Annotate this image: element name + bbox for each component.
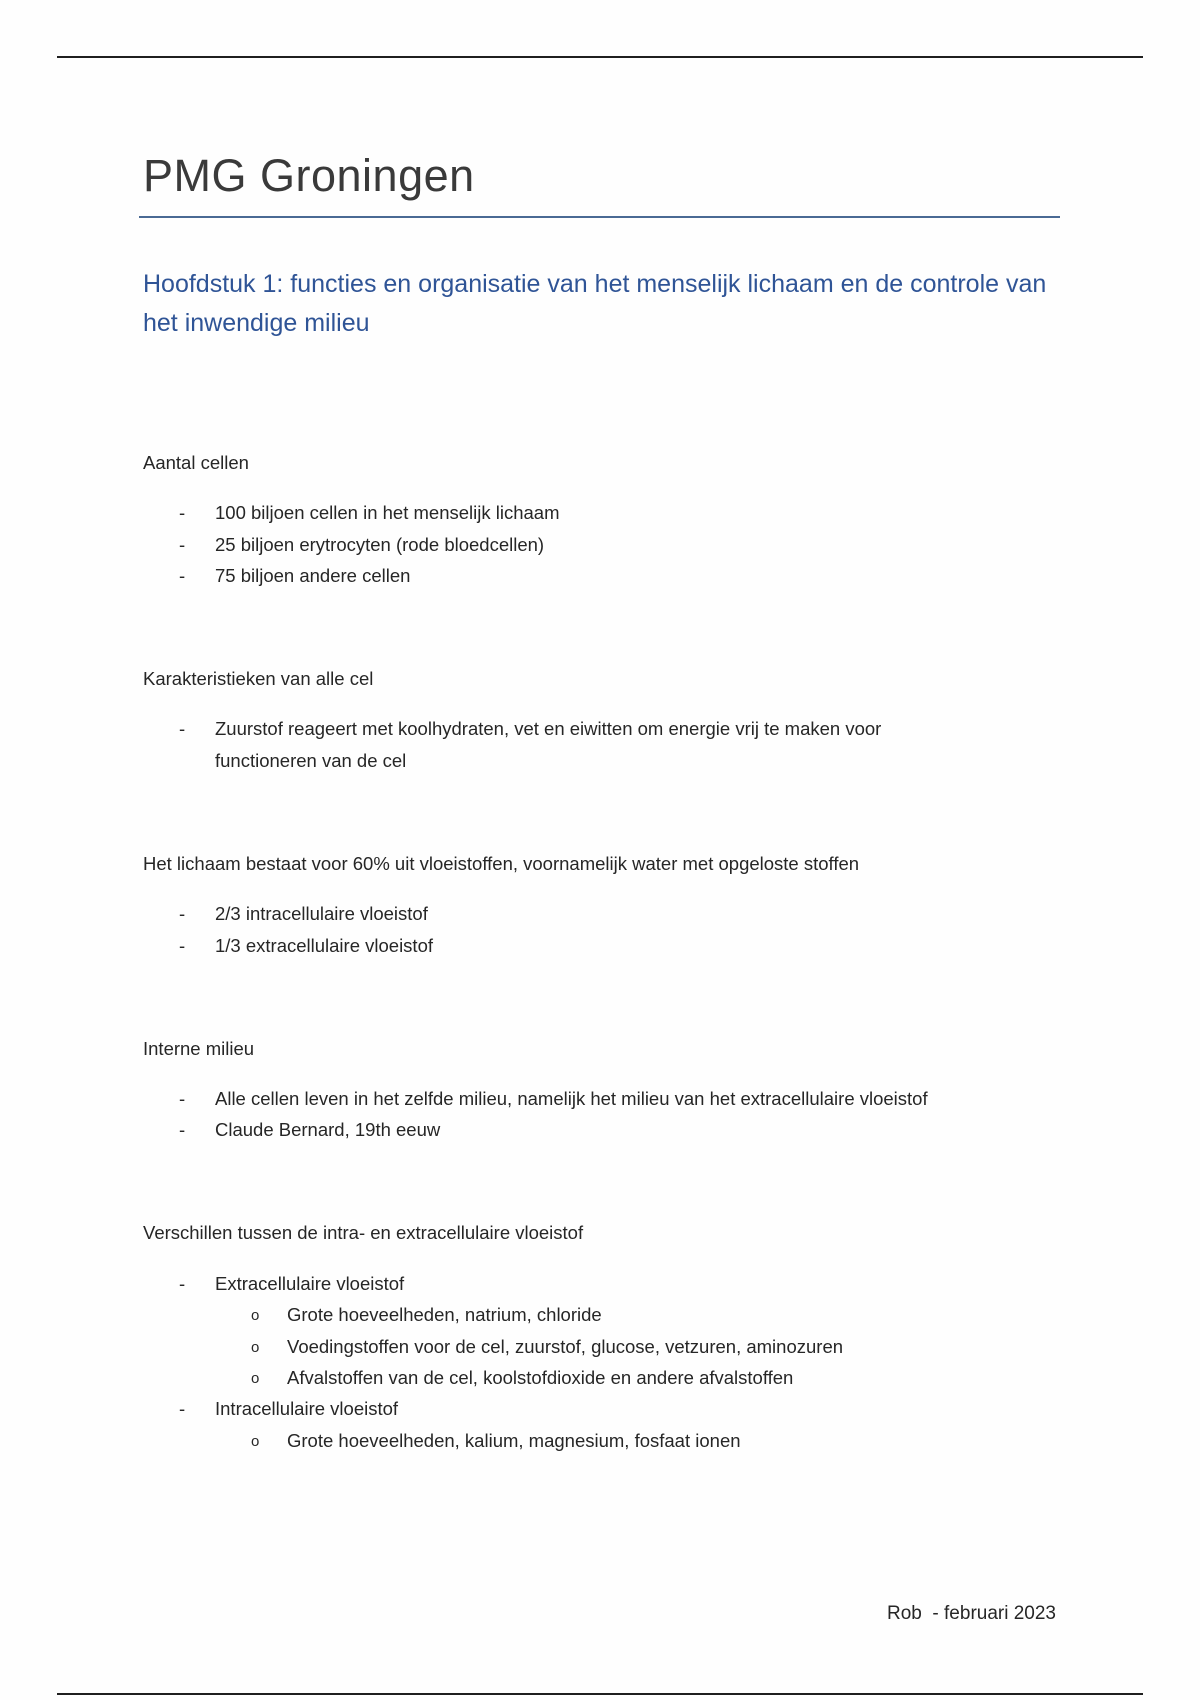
- bullet-circle: o: [251, 1433, 260, 1450]
- bullet-dash: -: [179, 1398, 186, 1419]
- section-heading-interne-milieu: Interne milieu: [143, 1038, 255, 1059]
- bullet-dash: -: [179, 565, 186, 586]
- title-underline: [139, 216, 1060, 218]
- section-heading-karakteristieken: Karakteristieken van alle cel: [143, 668, 374, 689]
- bullet-dash: -: [179, 935, 186, 956]
- section-heading-aantal-cellen: Aantal cellen: [143, 452, 249, 473]
- list-item-text: Claude Bernard, 19th eeuw: [215, 1119, 441, 1140]
- footer-author-date: [887, 1601, 1056, 1627]
- list-item-continuation: functioneren van de cel: [215, 750, 407, 771]
- sub-list-item-text: Afvalstoffen van de cel, koolstofdioxide en andere afvalstoffen: [287, 1367, 794, 1388]
- bullet-dash: -: [179, 1119, 186, 1140]
- top-border-line: [57, 56, 1143, 58]
- bullet-dash: -: [179, 718, 186, 739]
- bullet-dash: -: [179, 502, 186, 523]
- document-title: PMG Groningen: [143, 150, 475, 201]
- chapter-heading: Hoofdstuk 1: functies en organisatie van het menselijk lichaam en de controle van het inwendige milieu: [143, 270, 1047, 337]
- bullet-circle: o: [251, 1307, 260, 1324]
- footer-author: Rob: [887, 1603, 922, 1624]
- list-item-text: 25 biljoen erytrocyten (rode bloedcellen): [215, 534, 545, 555]
- list-item-text: 100 biljoen cellen in het menselijk lichaam: [215, 502, 560, 523]
- sub-list-item-text: Voedingstoffen voor de cel, zuurstof, glucose, vetzuren, aminozuren: [287, 1336, 844, 1357]
- bullet-dash: -: [179, 903, 186, 924]
- section-heading-vloeistoffen: Het lichaam bestaat voor 60% uit vloeistoffen, voornamelijk water met opgeloste stoffen: [143, 853, 860, 874]
- sub-list-item-text: Grote hoeveelheden, natrium, chloride: [287, 1304, 602, 1325]
- bullet-dash: -: [179, 1273, 186, 1294]
- bullet-dash: -: [179, 534, 186, 555]
- list-item-text: Extracellulaire vloeistof: [215, 1273, 405, 1294]
- bullet-circle: o: [251, 1370, 260, 1387]
- list-item-text: 2/3 intracellulaire vloeistof: [215, 903, 428, 924]
- footer-separator: -: [932, 1603, 939, 1624]
- list-item-text: Intracellulaire vloeistof: [215, 1398, 399, 1419]
- bullet-dash: -: [179, 1088, 186, 1109]
- list-item-text: Alle cellen leven in het zelfde milieu, namelijk het milieu van het extracellulaire vloeistof: [215, 1088, 928, 1109]
- list-item-text: Zuurstof reageert met koolhydraten, vet en eiwitten om energie vrij te maken voor: [215, 718, 882, 739]
- bullet-circle: o: [251, 1339, 260, 1356]
- list-item-text: 75 biljoen andere cellen: [215, 565, 411, 586]
- footer-date: februari 2023: [944, 1603, 1056, 1624]
- bottom-border-line: [57, 1693, 1143, 1695]
- sub-list-item-text: Grote hoeveelheden, kalium, magnesium, fosfaat ionen: [287, 1430, 741, 1451]
- section-heading-verschillen: Verschillen tussen de intra- en extracellulaire vloeistof: [143, 1222, 584, 1243]
- list-item-text: 1/3 extracellulaire vloeistof: [215, 935, 433, 956]
